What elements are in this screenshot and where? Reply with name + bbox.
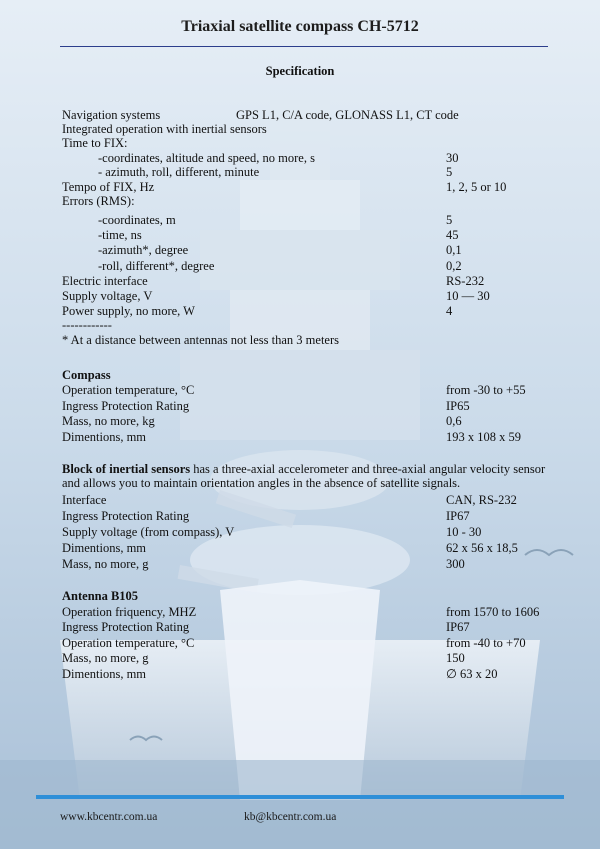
compass-row <box>62 430 562 444</box>
spec-row-navigation <box>62 108 562 122</box>
spec-label: Supply voltage, V <box>62 289 153 303</box>
page-title: Triaxial satellite compass CH-5712 <box>181 18 419 35</box>
spec-label: Dimentions, mm <box>62 541 147 555</box>
separator-line <box>62 318 562 332</box>
spec-label: Dimentions, mm <box>62 667 147 681</box>
spec-label: Supply voltage (from compass), V <box>62 525 235 539</box>
compass-row <box>62 414 562 428</box>
spec-value: IP67 <box>446 509 470 523</box>
inertial-row <box>62 557 562 571</box>
antenna-row <box>62 620 562 634</box>
spec-row <box>62 165 562 179</box>
spec-value: 5 <box>446 165 453 179</box>
inertial-row <box>62 541 562 555</box>
spec-value: CAN, RS-232 <box>446 493 517 507</box>
spec-value: 5 <box>446 213 453 227</box>
spec-label: -coordinates, m <box>98 213 176 227</box>
spec-label: Dimentions, mm <box>62 430 147 444</box>
spec-row <box>62 136 562 150</box>
spec-label: Mass, no more, g <box>62 651 149 665</box>
spec-label: Integrated operation with inertial sensors <box>62 122 267 136</box>
spec-value: 4 <box>446 304 453 318</box>
spec-row <box>62 151 562 165</box>
footnote-text: * At a distance between antennas not less than 3 meters <box>62 333 340 347</box>
spec-value: 0,6 <box>446 414 462 428</box>
spec-label: Interface <box>62 493 107 507</box>
inertial-sensors-text: has a three-axial accelerometer and three-axial angular velocity sensor and allows you to maintain orientation angles in the absence of satellite signals. <box>62 462 546 490</box>
footer-divider <box>36 795 564 799</box>
inertial-sensors-title: Block of inertial sensors <box>62 462 191 476</box>
spec-row <box>62 243 562 257</box>
spec-label: Errors (RMS): <box>62 194 135 208</box>
title-divider <box>60 46 548 47</box>
compass-section-heading <box>62 368 562 382</box>
spec-label: Ingress Protection Rating <box>62 509 190 523</box>
spec-label: -time, ns <box>98 228 142 242</box>
spec-label: Ingress Protection Rating <box>62 620 190 634</box>
spec-label: Ingress Protection Rating <box>62 399 190 413</box>
email-link[interactable]: kb@kbcentr.com.ua <box>244 811 337 823</box>
spec-row <box>62 122 562 136</box>
spec-value: RS-232 <box>446 274 485 288</box>
spec-value: 45 <box>446 228 459 242</box>
compass-row <box>62 399 562 413</box>
specification-heading: Specification <box>265 64 335 78</box>
inertial-row <box>62 493 562 507</box>
spec-value: 150 <box>446 651 465 665</box>
section-heading: Antenna B105 <box>62 589 139 603</box>
spec-row <box>62 228 562 242</box>
spec-value: 10 — 30 <box>446 289 490 303</box>
spec-row <box>62 274 562 288</box>
inertial-row <box>62 509 562 523</box>
spec-label: -coordinates, altitude and speed, no more, s <box>98 151 315 165</box>
inertial-sensors-description <box>62 462 562 490</box>
spec-label: Electric interface <box>62 274 148 288</box>
spec-value: 300 <box>446 557 465 571</box>
spec-label: Power supply, no more, W <box>62 304 195 318</box>
spec-row <box>62 194 562 208</box>
section-heading: Compass <box>62 368 111 382</box>
spec-value: 1, 2, 5 or 10 <box>446 180 507 194</box>
antenna-row <box>62 667 562 681</box>
spec-label: -azimuth*, degree <box>98 243 189 257</box>
spec-value: ∅ 63 x 20 <box>446 667 498 681</box>
spec-value: from 1570 to 1606 <box>446 605 540 619</box>
antenna-row <box>62 651 562 665</box>
separator-text: ------------ <box>62 318 112 332</box>
spec-label: Mass, no more, g <box>62 557 149 571</box>
inertial-row <box>62 525 562 539</box>
antenna-row <box>62 605 562 619</box>
antenna-row <box>62 636 562 650</box>
compass-row <box>62 383 562 397</box>
spec-label: Operation friquency, MHZ <box>62 605 197 619</box>
spec-value: 0,2 <box>446 259 462 273</box>
spec-value: 193 x 108 x 59 <box>446 430 521 444</box>
spec-value: GPS L1, C/A code, GLONASS L1, CT code <box>236 108 459 122</box>
antenna-section-heading <box>62 589 562 603</box>
spec-label: Tempo of FIX, Hz <box>62 180 155 194</box>
spec-value: 0,1 <box>446 243 462 257</box>
spec-label: Operation temperature, °C <box>62 636 195 650</box>
spec-row <box>62 213 562 227</box>
spec-value: from -30 to +55 <box>446 383 526 397</box>
spec-label: Time to FIX: <box>62 136 128 150</box>
spec-label: Operation temperature, °C <box>62 383 195 397</box>
spec-row <box>62 289 562 303</box>
spec-value: 10 - 30 <box>446 525 482 539</box>
spec-value: from -40 to +70 <box>446 636 526 650</box>
spec-value: IP65 <box>446 399 470 413</box>
website-link[interactable]: www.kbcentr.com.ua <box>60 811 158 823</box>
spec-label: Mass, no more, kg <box>62 414 155 428</box>
spec-label: -roll, different*, degree <box>98 259 215 273</box>
spec-value: 30 <box>446 151 459 165</box>
spec-row <box>62 259 562 273</box>
spec-row <box>62 180 562 194</box>
spec-value: 62 x 56 x 18,5 <box>446 541 518 555</box>
spec-value: IP67 <box>446 620 470 634</box>
spec-row <box>62 304 562 318</box>
spec-label: - azimuth, roll, different, minute <box>98 165 260 179</box>
footnote <box>62 333 562 347</box>
spec-label: Navigation systems <box>62 108 161 122</box>
